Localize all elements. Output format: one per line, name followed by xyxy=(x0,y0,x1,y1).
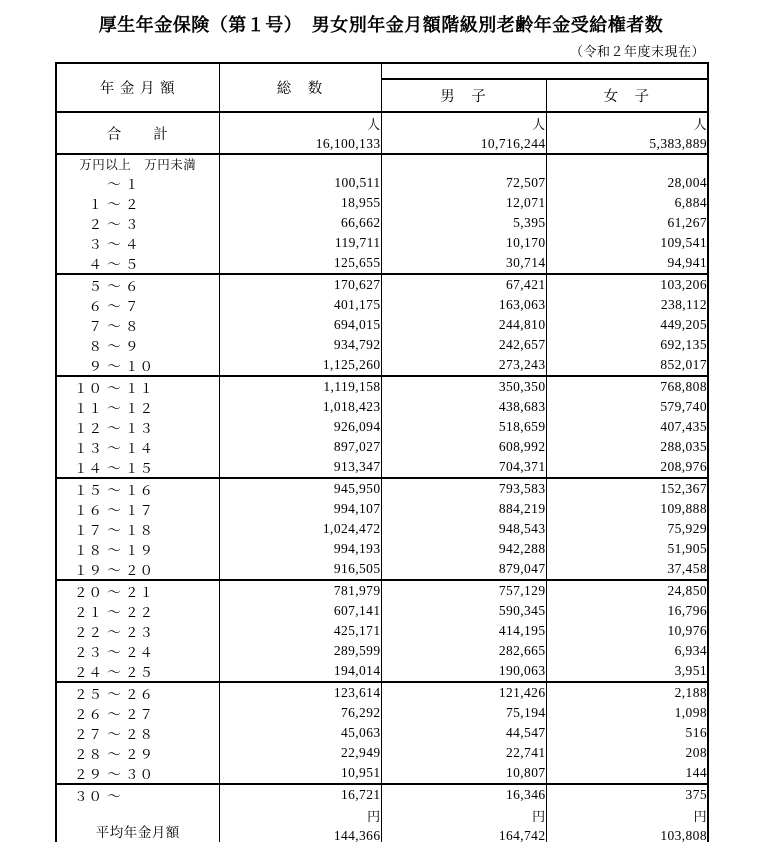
value-female: 51,905 xyxy=(546,539,708,559)
average-value-female xyxy=(546,805,708,842)
tilde: ～ xyxy=(107,237,121,252)
range-label: １５ ～ １６ xyxy=(56,478,219,499)
tilde: ～ xyxy=(107,523,121,538)
value-male: 72,507 xyxy=(381,173,546,193)
range-class-header-row xyxy=(56,154,708,173)
value-male: 12,071 xyxy=(381,193,546,213)
table-row xyxy=(56,478,708,499)
value-total: 994,107 xyxy=(219,499,381,519)
value-male: 350,350 xyxy=(381,376,546,397)
table-row xyxy=(56,437,708,457)
value-female: 16,796 xyxy=(546,601,708,621)
table-row xyxy=(56,355,708,376)
value-total: 18,955 xyxy=(219,193,381,213)
range-label: ～ １ xyxy=(56,173,219,193)
value-total: 1,119,158 xyxy=(219,376,381,397)
table-row xyxy=(56,295,708,315)
value-total: 119,711 xyxy=(219,233,381,253)
range-label: ２１ ～ ２２ xyxy=(56,601,219,621)
value-male: 244,810 xyxy=(381,315,546,335)
value-male: 5,395 xyxy=(381,213,546,233)
tilde: ～ xyxy=(107,543,121,558)
range-label: １２ ～ １３ xyxy=(56,417,219,437)
table-row xyxy=(56,253,708,274)
value-male: 10,716,244 xyxy=(480,135,546,151)
value-total: 934,792 xyxy=(219,335,381,355)
value-male: 590,345 xyxy=(381,601,546,621)
value-male: 44,547 xyxy=(381,723,546,743)
range-label: １１ ～ １２ xyxy=(56,397,219,417)
tilde: ～ xyxy=(107,319,121,334)
tilde: ～ xyxy=(107,503,121,518)
value-total: 781,979 xyxy=(219,580,381,601)
range-label: ２６ ～ ２７ xyxy=(56,703,219,723)
value-female: 152,367 xyxy=(546,478,708,499)
value-total: 45,063 xyxy=(219,723,381,743)
value-total: 926,094 xyxy=(219,417,381,437)
range-label: ２９ ～ ３０ xyxy=(56,763,219,784)
table-row xyxy=(56,559,708,580)
value-female: 109,888 xyxy=(546,499,708,519)
range-label: １４ ～ １５ xyxy=(56,457,219,478)
unit-yen: 円 xyxy=(693,809,707,824)
range-label: １９ ～ ２０ xyxy=(56,559,219,580)
table-row xyxy=(56,743,708,763)
value-female: 288,035 xyxy=(546,437,708,457)
value-male: 438,683 xyxy=(381,397,546,417)
value-total: 1,125,260 xyxy=(219,355,381,376)
tilde: ～ xyxy=(107,421,121,436)
col-header-male: 男 子 xyxy=(381,79,546,112)
value-female: 208,976 xyxy=(546,457,708,478)
average-label: 平均年金月額 xyxy=(56,805,219,842)
value-total: 123,614 xyxy=(219,682,381,703)
tilde: ～ xyxy=(107,461,121,476)
value-female: 94,941 xyxy=(546,253,708,274)
value-total: 897,027 xyxy=(219,437,381,457)
table-row xyxy=(56,173,708,193)
range-label: ６ ～ ７ xyxy=(56,295,219,315)
value-female: 37,458 xyxy=(546,559,708,580)
grand-total-value-male xyxy=(381,112,546,154)
table-row xyxy=(56,784,708,805)
average-value-total xyxy=(219,805,381,842)
value-male: 242,657 xyxy=(381,335,546,355)
value-female: 375 xyxy=(546,784,708,805)
value-female: 768,808 xyxy=(546,376,708,397)
value-female: 2,188 xyxy=(546,682,708,703)
tilde: ～ xyxy=(107,707,121,722)
value-female: 103,206 xyxy=(546,274,708,295)
value-female: 61,267 xyxy=(546,213,708,233)
tilde: ～ xyxy=(107,299,121,314)
table-row xyxy=(56,539,708,559)
value-female: 24,850 xyxy=(546,580,708,601)
table-row xyxy=(56,335,708,355)
value-female: 109,541 xyxy=(546,233,708,253)
tilde: ～ xyxy=(107,381,121,396)
value-total: 289,599 xyxy=(219,641,381,661)
value-female: 6,934 xyxy=(546,641,708,661)
page-title: 厚生年金保険（第１号） 男女別年金月額階級別老齢年金受給権者数 xyxy=(98,15,664,36)
table-row xyxy=(56,723,708,743)
tilde: ～ xyxy=(107,177,121,192)
value-total: 916,505 xyxy=(219,559,381,580)
value-total: 144,366 xyxy=(333,828,381,842)
table-row xyxy=(56,376,708,397)
table-row xyxy=(56,601,708,621)
value-total: 945,950 xyxy=(219,478,381,499)
average-row xyxy=(56,805,708,842)
value-total: 10,951 xyxy=(219,763,381,784)
value-female: 516 xyxy=(546,723,708,743)
range-label: ２８ ～ ２９ xyxy=(56,743,219,763)
value-total: 1,024,472 xyxy=(219,519,381,539)
table-row xyxy=(56,233,708,253)
value-male: 704,371 xyxy=(381,457,546,478)
value-female: 6,884 xyxy=(546,193,708,213)
value-male: 884,219 xyxy=(381,499,546,519)
value-male: 163,063 xyxy=(381,295,546,315)
tilde: ～ xyxy=(107,645,121,660)
tilde: ～ xyxy=(107,197,121,212)
unit-person: 人 xyxy=(693,116,707,132)
value-male: 30,714 xyxy=(381,253,546,274)
value-total: 76,292 xyxy=(219,703,381,723)
col-header-female: 女 子 xyxy=(546,79,708,112)
range-label: ２７ ～ ２８ xyxy=(56,723,219,743)
average-value-male xyxy=(381,805,546,842)
table-row xyxy=(56,763,708,784)
tilde: ～ xyxy=(107,767,121,782)
range-label: １６ ～ １７ xyxy=(56,499,219,519)
value-male: 190,063 xyxy=(381,661,546,682)
table-row xyxy=(56,397,708,417)
range-label: ２５ ～ ２６ xyxy=(56,682,219,703)
table-row xyxy=(56,661,708,682)
table-row xyxy=(56,519,708,539)
range-label: １３ ～ １４ xyxy=(56,437,219,457)
value-total: 425,171 xyxy=(219,621,381,641)
table-row xyxy=(56,315,708,335)
tilde: ～ xyxy=(107,339,121,354)
tilde: ～ xyxy=(107,401,121,416)
range-label: １０ ～ １１ xyxy=(56,376,219,397)
value-female: 579,740 xyxy=(546,397,708,417)
tilde: ～ xyxy=(107,605,121,620)
value-female: 75,929 xyxy=(546,519,708,539)
tilde: ～ xyxy=(107,563,121,578)
value-female: 28,004 xyxy=(546,173,708,193)
value-male: 67,421 xyxy=(381,274,546,295)
range-label: ７ ～ ８ xyxy=(56,315,219,335)
range-label: ３０ ～ xyxy=(56,784,219,805)
value-total: 694,015 xyxy=(219,315,381,335)
value-male: 121,426 xyxy=(381,682,546,703)
tilde: ～ xyxy=(107,687,121,702)
range-label: １８ ～ １９ xyxy=(56,539,219,559)
value-total: 22,949 xyxy=(219,743,381,763)
grand-total-row xyxy=(56,112,708,154)
value-male: 282,665 xyxy=(381,641,546,661)
tilde: ～ xyxy=(107,625,121,640)
tilde: ～ xyxy=(107,665,121,680)
value-male: 757,129 xyxy=(381,580,546,601)
range-label: １７ ～ １８ xyxy=(56,519,219,539)
value-male: 10,170 xyxy=(381,233,546,253)
header-strip xyxy=(381,63,708,79)
value-male: 948,543 xyxy=(381,519,546,539)
value-male: 75,194 xyxy=(381,703,546,723)
range-label: ３ ～ ４ xyxy=(56,233,219,253)
value-male: 16,346 xyxy=(381,784,546,805)
tilde: ～ xyxy=(107,727,121,742)
grand-total-value-total xyxy=(219,112,381,154)
table-row xyxy=(56,621,708,641)
pension-table xyxy=(55,62,709,842)
value-total: 66,662 xyxy=(219,213,381,233)
value-total: 16,100,133 xyxy=(315,135,381,151)
value-female: 3,951 xyxy=(546,661,708,682)
value-female: 407,435 xyxy=(546,417,708,437)
col-header-range: 年 金 月 額 xyxy=(56,63,219,112)
table-row xyxy=(56,193,708,213)
value-total: 100,511 xyxy=(219,173,381,193)
tilde: ～ xyxy=(107,217,121,232)
range-label: ２ ～ ３ xyxy=(56,213,219,233)
table-row xyxy=(56,641,708,661)
tilde: ～ xyxy=(107,359,121,374)
value-male: 10,807 xyxy=(381,763,546,784)
value-female: 10,976 xyxy=(546,621,708,641)
grand-total-label: 合 計 xyxy=(56,112,219,154)
range-label: １ ～ ２ xyxy=(56,193,219,213)
value-male: 879,047 xyxy=(381,559,546,580)
value-female: 1,098 xyxy=(546,703,708,723)
value-total: 16,721 xyxy=(219,784,381,805)
value-male: 164,742 xyxy=(498,828,546,842)
table-row xyxy=(56,274,708,295)
value-female: 449,205 xyxy=(546,315,708,335)
value-total: 607,141 xyxy=(219,601,381,621)
range-class-header: 万円以上 万円未満 xyxy=(56,154,219,173)
value-male: 22,741 xyxy=(381,743,546,763)
range-label: ９ ～ １０ xyxy=(56,355,219,376)
table-row xyxy=(56,213,708,233)
value-female: 238,112 xyxy=(546,295,708,315)
value-male: 608,992 xyxy=(381,437,546,457)
value-female: 208 xyxy=(546,743,708,763)
value-total: 401,175 xyxy=(219,295,381,315)
value-male: 793,583 xyxy=(381,478,546,499)
value-total: 194,014 xyxy=(219,661,381,682)
range-label: ４ ～ ５ xyxy=(56,253,219,274)
unit-yen: 円 xyxy=(532,809,546,824)
value-male: 273,243 xyxy=(381,355,546,376)
table-row xyxy=(56,499,708,519)
tilde: ～ xyxy=(107,747,121,762)
value-total: 913,347 xyxy=(219,457,381,478)
unit-yen: 円 xyxy=(367,809,381,824)
tilde: ～ xyxy=(107,585,121,600)
unit-person: 人 xyxy=(532,116,546,132)
col-header-total: 総 数 xyxy=(219,63,381,112)
tilde: ～ xyxy=(107,441,121,456)
tilde: ～ xyxy=(107,483,121,498)
value-total: 1,018,423 xyxy=(219,397,381,417)
tilde: ～ xyxy=(107,789,121,804)
table-row xyxy=(56,703,708,723)
range-label: ２４ ～ ２５ xyxy=(56,661,219,682)
range-label: ２０ ～ ２１ xyxy=(56,580,219,601)
value-female: 144 xyxy=(546,763,708,784)
range-label: ５ ～ ６ xyxy=(56,274,219,295)
table-row xyxy=(56,457,708,478)
grand-total-value-female xyxy=(546,112,708,154)
range-label: ２２ ～ ２３ xyxy=(56,621,219,641)
value-female: 692,135 xyxy=(546,335,708,355)
value-total: 125,655 xyxy=(219,253,381,274)
value-total: 994,193 xyxy=(219,539,381,559)
table-row xyxy=(56,682,708,703)
tilde: ～ xyxy=(107,257,121,272)
value-total: 170,627 xyxy=(219,274,381,295)
date-note: （令和２年度末現在） xyxy=(569,44,705,59)
range-label: ２３ ～ ２４ xyxy=(56,641,219,661)
value-male: 414,195 xyxy=(381,621,546,641)
value-male: 518,659 xyxy=(381,417,546,437)
value-female: 852,017 xyxy=(546,355,708,376)
table-row xyxy=(56,417,708,437)
value-male: 942,288 xyxy=(381,539,546,559)
value-female: 103,808 xyxy=(660,828,707,842)
table-row xyxy=(56,580,708,601)
unit-person: 人 xyxy=(367,116,381,132)
tilde: ～ xyxy=(107,279,121,294)
value-female: 5,383,889 xyxy=(649,135,707,151)
range-label: ８ ～ ９ xyxy=(56,335,219,355)
